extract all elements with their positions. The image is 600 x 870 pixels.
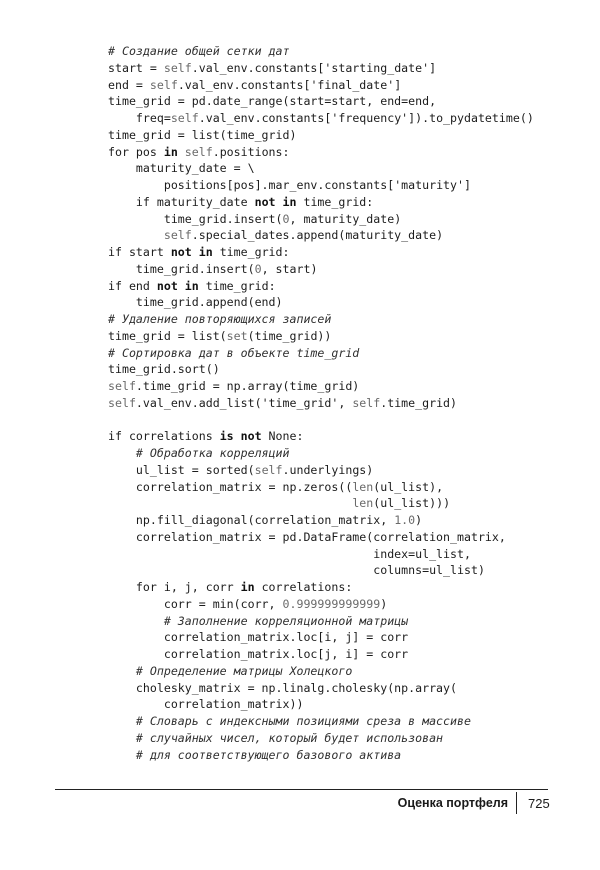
code-comment-line bbox=[108, 311, 534, 328]
code-token: index=ul_list, bbox=[108, 546, 471, 561]
code-token: (ul_list), bbox=[373, 479, 444, 494]
code-token: # Сортировка дат в объекте time_grid bbox=[108, 345, 360, 360]
code-token: time_grid = list(time_grid) bbox=[108, 127, 297, 142]
code-line bbox=[108, 495, 534, 512]
code-token: , maturity_date) bbox=[289, 211, 402, 226]
code-token: self bbox=[254, 462, 283, 477]
code-token: self bbox=[163, 228, 192, 243]
code-token: set bbox=[226, 328, 248, 343]
code-line bbox=[108, 479, 534, 496]
code-token: .underlyings) bbox=[282, 462, 374, 477]
code-line bbox=[108, 696, 534, 713]
code-line bbox=[108, 546, 534, 563]
code-listing bbox=[108, 43, 534, 763]
code-token: if end bbox=[108, 278, 157, 293]
code-token: time_grid = list( bbox=[108, 328, 227, 343]
code-token: in bbox=[163, 144, 178, 159]
code-token: .val_env.add_list( bbox=[135, 395, 262, 410]
code-token: not in bbox=[254, 194, 297, 209]
running-footer-title: Оценка портфеля bbox=[397, 796, 508, 810]
code-token: 0 bbox=[282, 211, 290, 226]
code-token: .val_env.constants[ bbox=[198, 111, 332, 125]
code-token: .positions: bbox=[212, 144, 290, 159]
code-line bbox=[108, 294, 534, 311]
code-token: time_grid: bbox=[296, 194, 374, 209]
code-token: correlation_matrix.loc[j, i] = corr bbox=[108, 647, 409, 661]
code-line bbox=[108, 110, 534, 127]
code-token: time_grid: bbox=[212, 245, 290, 259]
code-line bbox=[108, 93, 534, 110]
code-line bbox=[108, 278, 534, 295]
code-token: if maturity_date bbox=[108, 194, 255, 209]
code-token: len bbox=[352, 479, 374, 494]
code-token: self bbox=[184, 144, 213, 159]
code-token: len bbox=[352, 496, 374, 511]
code-line bbox=[108, 462, 534, 479]
code-line bbox=[108, 361, 534, 378]
code-token: for pos bbox=[108, 144, 164, 159]
code-line bbox=[108, 127, 534, 144]
code-token: 0.999999999999 bbox=[282, 596, 381, 611]
code-token: positions[pos].mar_env.constants[ bbox=[108, 178, 395, 192]
code-token: correlation_matrix)) bbox=[108, 697, 304, 712]
code-token: .val_env.constants[ bbox=[177, 77, 311, 92]
code-line bbox=[108, 596, 534, 613]
code-token: # Определение матрицы Холецкого bbox=[108, 663, 353, 678]
code-token: None: bbox=[261, 429, 304, 444]
code-token: correlation_matrix.loc[i, j] = corr bbox=[108, 630, 409, 645]
code-line bbox=[108, 428, 534, 445]
code-line bbox=[108, 378, 534, 395]
code-comment-line bbox=[108, 613, 534, 630]
page-number: 725 bbox=[528, 796, 550, 811]
code-token bbox=[108, 228, 164, 242]
code-token: time_grid: bbox=[198, 278, 276, 293]
code-token: .special_dates.append(maturity_date) bbox=[191, 228, 444, 243]
code-line bbox=[108, 144, 534, 161]
code-line bbox=[108, 160, 534, 177]
code-token: time_grid.sort() bbox=[108, 362, 220, 377]
footer-rule bbox=[55, 789, 548, 790]
code-token: time_grid.insert( bbox=[108, 261, 255, 276]
code-token: if correlations bbox=[108, 429, 220, 444]
code-token: , start) bbox=[261, 261, 318, 276]
code-token: ul_list = sorted( bbox=[108, 462, 255, 477]
code-line bbox=[108, 227, 534, 244]
code-token: self bbox=[108, 379, 136, 393]
code-token: time_grid.insert( bbox=[108, 211, 283, 226]
code-line bbox=[108, 646, 534, 663]
code-token: 1.0 bbox=[394, 513, 416, 527]
code-token: self bbox=[108, 395, 136, 410]
code-token: # Обработка корреляций bbox=[108, 446, 290, 460]
code-line bbox=[108, 194, 534, 211]
code-token: self bbox=[170, 111, 199, 125]
code-line bbox=[108, 579, 534, 596]
code-token: ] bbox=[394, 77, 402, 92]
code-token: not in bbox=[156, 278, 199, 293]
code-line bbox=[108, 562, 534, 579]
code-token: for i, j, corr bbox=[108, 580, 241, 594]
code-token: 0 bbox=[254, 261, 262, 276]
code-line bbox=[108, 395, 534, 412]
code-token: 'time_grid' bbox=[261, 395, 339, 410]
code-token: , bbox=[338, 395, 353, 410]
code-line bbox=[108, 244, 534, 261]
code-token: # случайных чисел, который будет использован bbox=[108, 730, 444, 745]
code-token: in bbox=[240, 580, 255, 594]
code-token: np.fill_diagonal(correlation_matrix, bbox=[108, 513, 395, 527]
code-comment-line bbox=[108, 747, 534, 764]
code-token: time_grid.append(end) bbox=[108, 295, 283, 310]
code-comment-line bbox=[108, 663, 534, 680]
code-token: (ul_list))) bbox=[373, 496, 451, 511]
code-token: end = bbox=[108, 77, 150, 92]
code-comment-line bbox=[108, 730, 534, 747]
code-token: self bbox=[149, 77, 178, 92]
code-token: start = bbox=[108, 60, 164, 75]
code-line bbox=[108, 412, 534, 429]
code-token: 'maturity' bbox=[394, 178, 464, 192]
code-token: cholesky_matrix = np.linalg.cholesky(np.array( bbox=[108, 680, 458, 695]
code-token: freq= bbox=[108, 111, 171, 125]
code-token: .val_env.constants[ bbox=[191, 60, 325, 75]
code-token: if start bbox=[108, 245, 171, 259]
code-token: maturity_date = \ bbox=[108, 161, 255, 176]
code-line bbox=[108, 328, 534, 345]
code-token: correlations: bbox=[254, 580, 353, 594]
code-token: ] bbox=[464, 178, 471, 192]
code-comment-line bbox=[108, 43, 534, 60]
code-token: not in bbox=[170, 245, 213, 259]
code-token: 'starting_date' bbox=[324, 60, 430, 75]
code-token: correlation_matrix = pd.DataFrame(correlation_matrix, bbox=[108, 529, 506, 544]
code-token: time_grid = pd.date_range(start=start, end=end, bbox=[108, 94, 437, 109]
code-token: (time_grid)) bbox=[247, 328, 332, 343]
code-comment-line bbox=[108, 345, 534, 362]
code-line bbox=[108, 680, 534, 697]
code-line bbox=[108, 211, 534, 228]
code-token: self bbox=[352, 395, 381, 410]
code-line bbox=[108, 261, 534, 278]
code-token: ]).to_pydatetime() bbox=[408, 111, 534, 125]
code-line bbox=[108, 629, 534, 646]
code-token bbox=[178, 145, 185, 159]
code-line bbox=[108, 512, 534, 529]
code-token bbox=[108, 496, 352, 510]
code-token: # Создание общей сетки дат bbox=[108, 44, 290, 58]
code-line bbox=[108, 60, 534, 77]
code-token: ] bbox=[429, 60, 437, 75]
code-token: # Заполнение корреляционной матрицы bbox=[108, 613, 409, 628]
footer-separator bbox=[516, 792, 517, 814]
code-line bbox=[108, 77, 534, 94]
code-token: is not bbox=[219, 429, 262, 444]
code-line bbox=[108, 529, 534, 546]
code-token: corr = min(corr, bbox=[108, 596, 283, 611]
code-token: 'final_date' bbox=[310, 77, 395, 92]
code-token: correlation_matrix = np.zeros(( bbox=[108, 479, 353, 494]
code-line bbox=[108, 177, 534, 194]
code-token: self bbox=[163, 60, 192, 75]
code-token: 'frequency' bbox=[331, 111, 409, 125]
code-token: # для соответствующего базового актива bbox=[108, 747, 402, 762]
code-token: ) bbox=[380, 596, 388, 611]
code-token: .time_grid = np.array(time_grid) bbox=[135, 379, 360, 393]
code-token: columns=ul_list) bbox=[108, 563, 485, 578]
code-token: # Словарь с индексными позициями среза в массиве bbox=[108, 714, 471, 728]
code-comment-line bbox=[108, 445, 534, 462]
code-token: # Удаление повторяющихся записей bbox=[108, 312, 332, 326]
code-token: ) bbox=[415, 513, 423, 527]
code-token: .time_grid) bbox=[380, 395, 458, 410]
code-comment-line bbox=[108, 713, 534, 730]
